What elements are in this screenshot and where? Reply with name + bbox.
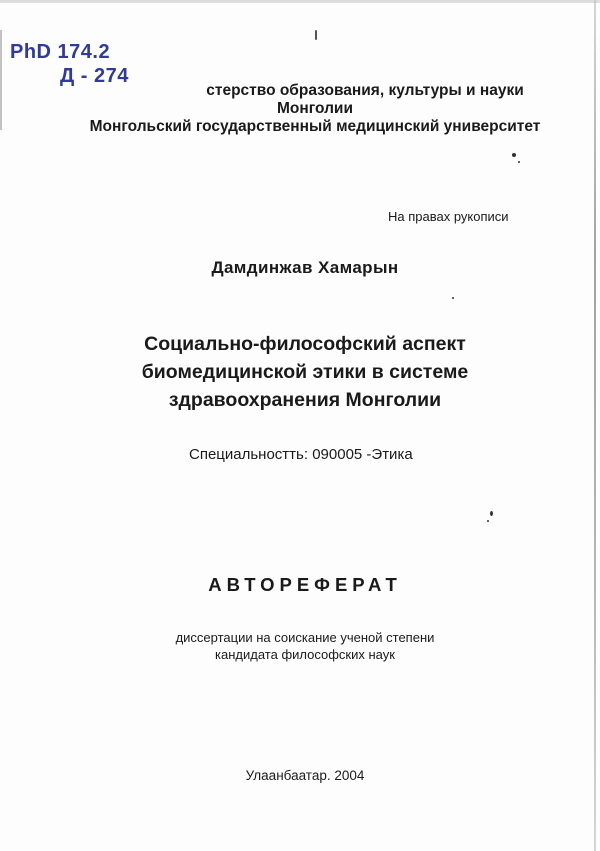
degree-line-1: диссертации на соискание ученой степени [175, 630, 435, 645]
title-line-3: здравоохранения Монголии [168, 389, 442, 411]
scan-speck [518, 161, 520, 163]
dissertation-title [0, 330, 600, 414]
ministry-line: стерство образования, культуры и науки [206, 82, 524, 99]
stamp-call-number: PhD 174.2 [10, 41, 111, 63]
scan-top-edge [0, 0, 600, 3]
specialty-line: Специальностть: 090005 -Этика [189, 446, 413, 463]
institution-header [0, 82, 600, 136]
author-name: Дамдинжав Хамарын [211, 258, 399, 277]
degree-line-2: кандидата философских наук [215, 647, 395, 662]
degree-description [0, 629, 600, 663]
rights-note: На правах рукописи [388, 209, 509, 224]
scan-speck [487, 520, 489, 522]
university-line: Монгольский государственный медицинский университет [89, 118, 541, 135]
scan-speck [315, 30, 317, 40]
country-line: Монголии [277, 100, 353, 117]
document-type-heading: АВТОРЕФЕРАТ [208, 574, 402, 595]
title-line-2: биомедицинской этики в системе [141, 361, 469, 383]
library-stamp [10, 40, 150, 88]
title-line-1: Социально-философский аспект [144, 333, 466, 355]
scan-speck [452, 297, 454, 299]
scan-speck [512, 153, 516, 157]
scan-speck [490, 511, 493, 516]
city-year: Улаанбаатар. 2004 [245, 768, 365, 783]
stamp-code: Д - 274 [60, 65, 129, 87]
